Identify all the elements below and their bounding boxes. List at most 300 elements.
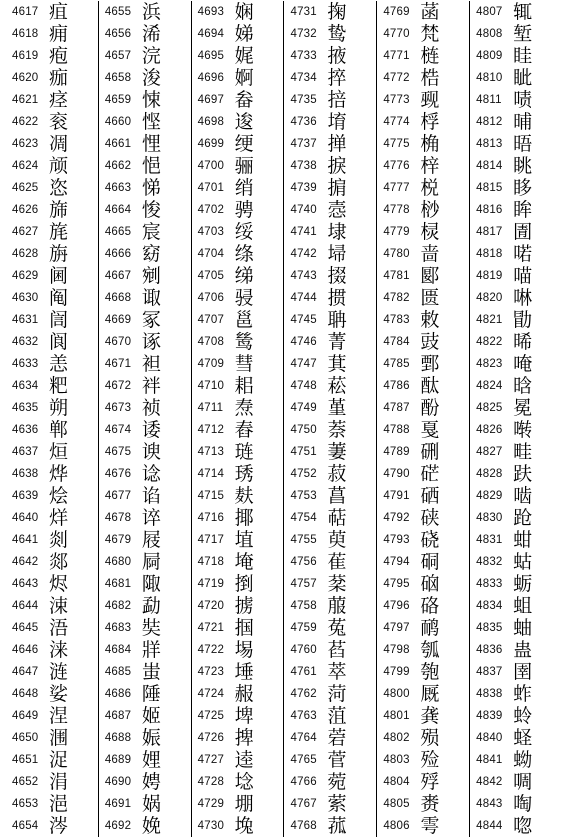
entry-character: 涅 <box>49 705 69 727</box>
entry-number: 4666 <box>104 248 132 260</box>
table-row <box>476 507 562 529</box>
entry-number: 4699 <box>197 138 225 150</box>
entry-number: 4620 <box>12 72 39 84</box>
entry-character: 啭 <box>513 419 533 441</box>
entry-character: 蛄 <box>513 551 533 573</box>
entry-character: 菰 <box>327 815 347 837</box>
entry-number: 4799 <box>383 666 410 678</box>
entry-number: 4807 <box>476 6 503 18</box>
entry-number: 4726 <box>197 732 225 744</box>
table-row <box>12 727 98 749</box>
entry-number: 4671 <box>104 358 132 370</box>
entry-character: 浚 <box>141 67 161 89</box>
table-row <box>383 683 469 705</box>
table-row <box>383 67 469 89</box>
table-row <box>383 287 469 309</box>
table-row <box>383 243 469 265</box>
table-row <box>290 331 376 353</box>
table-row <box>290 155 376 177</box>
entry-character: 娑 <box>49 683 69 705</box>
table-row <box>105 529 191 551</box>
table-row <box>12 639 98 661</box>
entry-number: 4628 <box>12 248 39 260</box>
entry-number: 4736 <box>290 116 317 128</box>
entry-character: 蚴 <box>513 749 533 771</box>
table-row <box>383 507 469 529</box>
entry-number: 4705 <box>197 270 225 282</box>
entry-character: 逵 <box>234 749 254 771</box>
entry-character: 埯 <box>234 551 254 573</box>
entry-number: 4638 <box>12 468 39 480</box>
table-row <box>198 661 284 683</box>
table-row <box>12 243 98 265</box>
table-row <box>290 705 376 727</box>
entry-character: 鸷 <box>327 23 347 45</box>
entry-number: 4633 <box>12 358 39 370</box>
entry-character: 诼 <box>141 331 161 353</box>
entry-number: 4764 <box>290 732 317 744</box>
entry-character: 晡 <box>513 111 533 133</box>
table-row <box>290 749 376 771</box>
table-row <box>105 287 191 309</box>
entry-character: 婀 <box>234 67 254 89</box>
entry-character: 菪 <box>327 727 347 749</box>
entry-number: 4828 <box>476 468 503 480</box>
entry-number: 4743 <box>290 270 317 282</box>
entry-number: 4788 <box>383 424 410 436</box>
entry-number: 4840 <box>476 732 503 744</box>
entry-number: 4641 <box>12 534 39 546</box>
entry-character: 戛 <box>420 419 440 441</box>
table-row <box>476 375 562 397</box>
entry-character: 姬 <box>141 705 161 727</box>
entry-character: 棂 <box>420 221 440 243</box>
entry-character: 菖 <box>327 485 347 507</box>
entry-character: 堍 <box>234 815 254 837</box>
table-row <box>105 727 191 749</box>
entry-number: 4730 <box>197 820 225 832</box>
table-row <box>105 617 191 639</box>
entry-character: 菹 <box>327 705 347 727</box>
entry-number: 4718 <box>197 556 225 568</box>
table-row <box>290 23 376 45</box>
entry-number: 4786 <box>383 380 410 392</box>
table-row <box>12 793 98 815</box>
entry-character: 袢 <box>141 375 161 397</box>
entry-character: 眦 <box>513 67 533 89</box>
table-row <box>105 419 191 441</box>
entry-character: 萑 <box>327 551 347 573</box>
entry-character: 悚 <box>141 89 161 111</box>
entry-character: 硗 <box>420 529 440 551</box>
entry-number: 4622 <box>12 116 39 128</box>
entry-character: 硌 <box>420 595 440 617</box>
entry-character: 硇 <box>420 573 440 595</box>
entry-number: 4805 <box>383 798 410 810</box>
table-row <box>198 815 284 837</box>
table-row <box>290 683 376 705</box>
table-row <box>12 595 98 617</box>
table-row <box>290 573 376 595</box>
table-row <box>12 67 98 89</box>
entry-character: 硭 <box>420 463 440 485</box>
table-row <box>383 177 469 199</box>
entry-character: 埭 <box>327 221 347 243</box>
entry-number: 4824 <box>476 380 503 392</box>
table-row <box>290 771 376 793</box>
entry-number: 4674 <box>104 424 132 436</box>
entry-number: 4659 <box>104 94 132 106</box>
table-row <box>105 771 191 793</box>
entry-character: 掬 <box>327 1 347 23</box>
entry-number: 4676 <box>104 468 132 480</box>
table-row <box>290 89 376 111</box>
entry-number: 4664 <box>104 204 132 216</box>
table-row <box>290 133 376 155</box>
entry-character: 聃 <box>327 309 347 331</box>
table-row <box>105 397 191 419</box>
table-row <box>12 617 98 639</box>
entry-number: 4694 <box>197 28 225 40</box>
entry-character: 谄 <box>141 485 161 507</box>
entry-character: 旄 <box>49 221 69 243</box>
table-row <box>383 133 469 155</box>
entry-number: 4749 <box>290 402 317 414</box>
table-row <box>290 287 376 309</box>
entry-character: 埴 <box>234 529 254 551</box>
entry-number: 4692 <box>104 820 132 832</box>
entry-character: 捯 <box>234 573 254 595</box>
entry-character: 琇 <box>234 463 254 485</box>
table-row <box>105 463 191 485</box>
entry-character: 恣 <box>49 177 69 199</box>
table-row <box>476 397 562 419</box>
table-row <box>198 683 284 705</box>
table-row <box>198 243 284 265</box>
entry-number: 4794 <box>383 556 410 568</box>
entry-character: 勖 <box>513 309 533 331</box>
entry-number: 4680 <box>104 556 132 568</box>
entry-number: 4686 <box>104 688 132 700</box>
entry-number: 4646 <box>12 644 39 656</box>
table-row <box>105 749 191 771</box>
entry-character: 骎 <box>234 287 254 309</box>
table-row <box>383 331 469 353</box>
entry-character: 娉 <box>141 771 161 793</box>
entry-character: 旃 <box>49 243 69 265</box>
entry-number: 4662 <box>104 160 132 172</box>
table-row <box>476 265 562 287</box>
entry-character: 娌 <box>141 749 161 771</box>
entry-character: 菡 <box>420 1 440 23</box>
entry-number: 4696 <box>197 72 225 84</box>
table-row <box>12 23 98 45</box>
table-row <box>290 309 376 331</box>
table-row <box>476 749 562 771</box>
entry-character: 萃 <box>327 661 347 683</box>
table-row <box>198 639 284 661</box>
entry-number: 4744 <box>290 292 317 304</box>
entry-number: 4775 <box>383 138 410 150</box>
entry-character: 痉 <box>49 89 69 111</box>
entry-character: 掮 <box>327 177 347 199</box>
table-row <box>290 1 376 23</box>
entry-character: 梏 <box>420 67 440 89</box>
entry-character: 麸 <box>234 485 254 507</box>
table-row <box>12 485 98 507</box>
entry-character: 阆 <box>49 331 69 353</box>
entry-character: 鸶 <box>234 331 254 353</box>
entry-character: 觋 <box>420 89 440 111</box>
entry-character: 浠 <box>141 23 161 45</box>
entry-number: 4760 <box>290 644 317 656</box>
entry-number: 4834 <box>476 600 503 612</box>
entry-character: 谂 <box>141 463 161 485</box>
entry-number: 4703 <box>197 226 225 238</box>
entry-character: 涟 <box>49 661 69 683</box>
entry-number: 4798 <box>383 644 410 656</box>
table-row <box>198 529 284 551</box>
entry-number: 4838 <box>476 688 503 700</box>
table-row <box>290 177 376 199</box>
entry-character: 娣 <box>234 23 254 45</box>
entry-number: 4795 <box>383 578 410 590</box>
character-table <box>6 1 562 837</box>
table-row <box>198 507 284 529</box>
entry-character: 蛉 <box>513 705 533 727</box>
table-row <box>12 89 98 111</box>
entry-number: 4728 <box>197 776 225 788</box>
table-row <box>12 749 98 771</box>
table-row <box>383 617 469 639</box>
entry-character: 郯 <box>49 551 69 573</box>
entry-number: 4710 <box>197 380 225 392</box>
entry-character: 跄 <box>513 507 533 529</box>
entry-number: 4644 <box>12 600 39 612</box>
entry-character: 痈 <box>49 23 69 45</box>
table-row <box>198 1 284 23</box>
entry-number: 4843 <box>476 798 503 810</box>
entry-number: 4787 <box>383 402 410 414</box>
table-row <box>383 397 469 419</box>
table-row <box>105 573 191 595</box>
entry-character: 鄄 <box>420 353 440 375</box>
entry-number: 4629 <box>12 270 39 282</box>
entry-character: 痂 <box>49 67 69 89</box>
table-row <box>198 441 284 463</box>
entry-character: 掊 <box>327 89 347 111</box>
entry-number: 4773 <box>383 94 410 106</box>
entry-character: 棁 <box>420 177 440 199</box>
entry-number: 4761 <box>290 666 317 678</box>
entry-number: 4657 <box>104 50 132 62</box>
entry-character: 殒 <box>420 727 440 749</box>
entry-number: 4746 <box>290 336 317 348</box>
table-row <box>105 375 191 397</box>
entry-character: 郾 <box>420 265 440 287</box>
table-row <box>105 111 191 133</box>
entry-number: 4739 <box>290 182 317 194</box>
table-row <box>476 617 562 639</box>
entry-character: 萋 <box>327 441 347 463</box>
entry-character: 烜 <box>49 441 69 463</box>
entry-number: 4769 <box>383 6 410 18</box>
entry-character: 烊 <box>49 507 69 529</box>
entry-character: 谀 <box>141 441 161 463</box>
entry-number: 4747 <box>290 358 317 370</box>
entry-character: 龚 <box>420 705 440 727</box>
entry-character: 娓 <box>234 45 254 67</box>
entry-character: 殓 <box>420 749 440 771</box>
table-row <box>12 463 98 485</box>
entry-character: 喵 <box>513 265 533 287</box>
entry-character: 悌 <box>141 177 161 199</box>
entry-number: 4785 <box>383 358 410 370</box>
entry-number: 4660 <box>104 116 132 128</box>
entry-character: 啕 <box>513 793 533 815</box>
table-row <box>476 639 562 661</box>
entry-number: 4656 <box>104 28 132 40</box>
table-row <box>105 683 191 705</box>
entry-character: 掴 <box>234 617 254 639</box>
entry-character: 阄 <box>49 287 69 309</box>
entry-number: 4733 <box>290 50 317 62</box>
table-row <box>383 771 469 793</box>
entry-number: 4702 <box>197 204 225 216</box>
table-row <box>476 199 562 221</box>
entry-character: 堇 <box>327 397 347 419</box>
entry-character: 敕 <box>420 309 440 331</box>
table-row <box>198 397 284 419</box>
entry-number: 4635 <box>12 402 39 414</box>
table-row <box>476 221 562 243</box>
entry-number: 4830 <box>476 512 503 524</box>
entry-character: 堋 <box>234 793 254 815</box>
table-row <box>198 155 284 177</box>
entry-number: 4817 <box>476 226 503 238</box>
table-row <box>198 265 284 287</box>
table-row <box>105 441 191 463</box>
table-row <box>290 727 376 749</box>
table-row <box>383 727 469 749</box>
table-row <box>12 661 98 683</box>
entry-number: 4737 <box>290 138 317 150</box>
table-row <box>476 441 562 463</box>
entry-character: 掼 <box>327 287 347 309</box>
table-row <box>383 89 469 111</box>
entry-character: 啁 <box>513 771 533 793</box>
entry-character: 菅 <box>327 749 347 771</box>
table-row <box>290 595 376 617</box>
entry-character: 畦 <box>513 441 533 463</box>
table-row <box>198 705 284 727</box>
entry-character: 蚶 <box>513 529 533 551</box>
entry-character: 浣 <box>141 45 161 67</box>
entry-character: 菔 <box>327 595 347 617</box>
entry-character: 涠 <box>49 727 69 749</box>
entry-character: 焘 <box>234 397 254 419</box>
table-row <box>383 221 469 243</box>
entry-number: 4792 <box>383 512 410 524</box>
entry-character: 捽 <box>327 67 347 89</box>
entry-number: 4719 <box>197 578 225 590</box>
entry-character: 涞 <box>49 639 69 661</box>
table-row <box>476 111 562 133</box>
entry-number: 4810 <box>476 72 503 84</box>
entry-number: 4820 <box>476 292 503 304</box>
entry-number: 4784 <box>383 336 410 348</box>
entry-number: 4758 <box>290 600 317 612</box>
table-row <box>105 199 191 221</box>
table-row <box>198 375 284 397</box>
table-row <box>198 793 284 815</box>
table-row <box>290 353 376 375</box>
table-row <box>383 441 469 463</box>
entry-number: 4643 <box>12 578 39 590</box>
entry-character: 啧 <box>513 89 533 111</box>
table-row <box>383 45 469 67</box>
entry-number: 4706 <box>197 292 225 304</box>
entry-character: 赧 <box>234 683 254 705</box>
entry-number: 4748 <box>290 380 317 392</box>
entry-character: 掳 <box>234 595 254 617</box>
table-row <box>198 353 284 375</box>
table-row <box>476 573 562 595</box>
entry-character: 梓 <box>420 155 440 177</box>
table-row <box>198 177 284 199</box>
table-row <box>12 441 98 463</box>
entry-character: 蛊 <box>513 639 533 661</box>
entry-number: 4698 <box>197 116 225 128</box>
entry-character: 掖 <box>327 45 347 67</box>
table-row <box>105 45 191 67</box>
entry-character: 涑 <box>49 595 69 617</box>
table-row <box>383 111 469 133</box>
entry-number: 4682 <box>104 600 132 612</box>
table-row <box>476 485 562 507</box>
entry-character: 鸸 <box>420 617 440 639</box>
table-row <box>476 155 562 177</box>
table-row <box>12 309 98 331</box>
entry-number: 4654 <box>12 820 39 832</box>
entry-number: 4684 <box>104 644 132 656</box>
entry-number: 4833 <box>476 578 503 590</box>
table-row <box>290 815 376 837</box>
entry-number: 4804 <box>383 776 410 788</box>
entry-number: 4707 <box>197 314 225 326</box>
entry-character: 粑 <box>49 375 69 397</box>
entry-character: 酚 <box>420 397 440 419</box>
entry-character: 涓 <box>49 771 69 793</box>
table-row <box>12 771 98 793</box>
entry-number: 4826 <box>476 424 503 436</box>
table-row <box>12 705 98 727</box>
entry-character: 喏 <box>513 243 533 265</box>
table-row <box>290 375 376 397</box>
entry-character: 邕 <box>234 309 254 331</box>
table-row <box>105 221 191 243</box>
entry-number: 4831 <box>476 534 503 546</box>
table-row <box>198 199 284 221</box>
entry-character: 蚱 <box>513 683 533 705</box>
entry-number: 4697 <box>197 94 225 106</box>
entry-number: 4623 <box>12 138 39 150</box>
entry-character: 屐 <box>141 529 161 551</box>
entry-number: 4721 <box>197 622 225 634</box>
entry-number: 4649 <box>12 710 39 722</box>
entry-number: 4722 <box>197 644 225 656</box>
entry-number: 4640 <box>12 512 39 524</box>
